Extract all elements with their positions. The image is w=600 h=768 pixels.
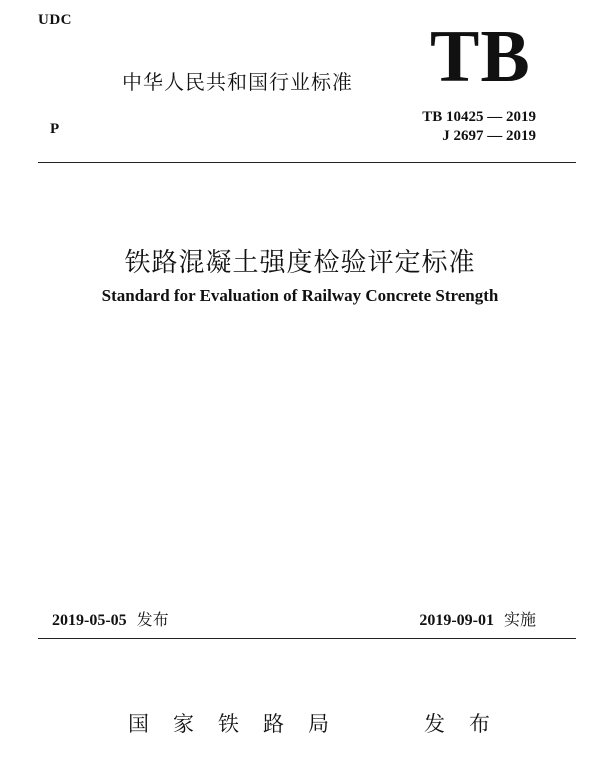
bottom-divider (38, 638, 576, 639)
issue-label: 发布 (136, 610, 169, 629)
effective-date-block (419, 607, 536, 630)
tb-logo: TB (430, 16, 531, 98)
effective-date: 2019-09-01 (419, 612, 494, 629)
standard-numbers (422, 108, 536, 146)
issuing-body: 国家铁路局 (128, 712, 353, 736)
top-divider (38, 162, 576, 163)
standard-number: TB 10425 — 2019 (422, 109, 536, 125)
publish-label: 发布 (424, 712, 514, 736)
issue-date: 2019-05-05 (52, 612, 127, 629)
effective-label: 实施 (503, 610, 536, 629)
issue-date-block (52, 607, 169, 630)
document-title-english: Standard for Evaluation of Railway Concrete Strength (101, 286, 499, 305)
document-title-chinese: 铁路混凝土强度检验评定标准 (124, 248, 476, 278)
classification-code: P (50, 121, 60, 137)
registration-number: J 2697 — 2019 (442, 128, 536, 144)
issuer-title: 中华人民共和国行业标准 (122, 70, 353, 94)
udc-label: UDC (38, 12, 72, 28)
